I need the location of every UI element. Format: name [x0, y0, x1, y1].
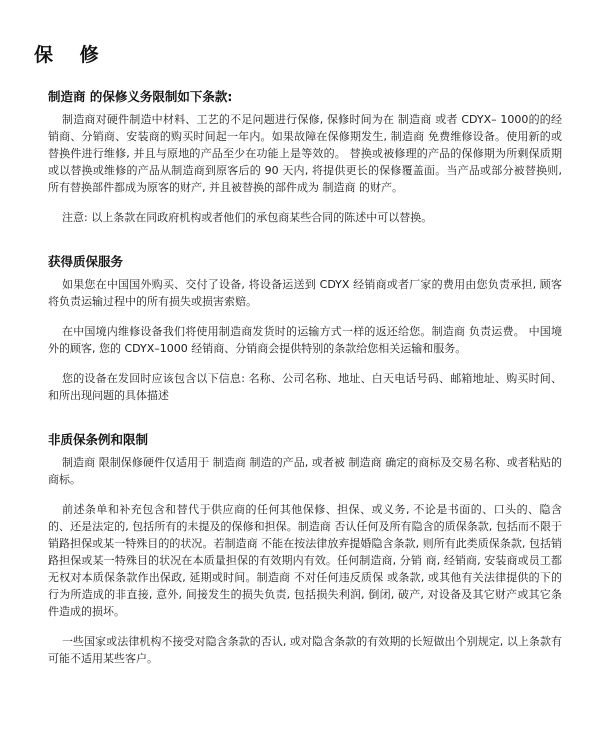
paragraph: 一些国家或法律机构不接受对隐含条款的否认, 或对隐含条款的有效期的长短做出个别规定, 以上条款有可能不适用某些客户。 — [48, 635, 562, 665]
paragraph: 制造商对硬件制造中材料、工艺的不足问题进行保修, 保修时间为在 制造商 或者 CDYX– 1000的的经销商、分销商、安装商的购买时间起一年内。如果故障在保修期发生, 制造商 免费维修设备。使用新的或替换件进行维修, 并且与原地的产品至少在功能上是等效的。 替换或被修理的产品的保修期为所剩保质期或以替换或维修的产品从制造商到原客后的 90 天内, 将提供更长的保修覆盖面。当产品或部分被替换则, 所有替换部件都成为原客的财产, 并且被替换的部件成为 制造商 的财产。 — [48, 113, 562, 194]
paragraph: 如果您在中国国外购买、交付了设备, 将设备运送到 CDYX 经销商或者厂家的费用由您负责承担, 顾客将负责运输过程中的所有损失或损害索赔。 — [48, 278, 562, 308]
paragraph: 制造商 限制保修硬件仅适用于 制造商 制造的产品, 或者被 制造商 确定的商标及交易名称、或者粘贴的商标。 — [48, 456, 562, 486]
section-obtaining-warranty-service — [34, 252, 566, 404]
section-non-warranty-terms — [34, 430, 566, 667]
paragraph-note: 注意: 以上条款在同政府机构或者他们的承包商某些合同的陈述中可以替换。 — [62, 211, 433, 224]
section-manufacturer-obligations — [34, 87, 566, 226]
section-heading-obtaining-warranty-service: 获得质保服务 — [48, 254, 124, 269]
section-heading-non-warranty-terms: 非质保条例和限制 — [48, 432, 149, 447]
page-title: 保 修 — [34, 44, 109, 66]
paragraph: 在中国境内维修设备我们将使用制造商发货时的运输方式一样的返还给您。制造商 负责运费。 中国境外的顾客, 您的 CDYX–1000 经销商、分销商会提供特别的条款给您相关运输和服务。 — [48, 325, 562, 355]
paragraph: 前述条单和补充包含和替代于供应商的任何其他保修、担保、或义务, 不论是书面的、口头的、隐含的、还是法定的, 包括所有的未提及的保修和担保。制造商 否认任何及所有隐含的质保条款, 包括而不限于销路担保或某一特殊目的的状况。若制造商 不能在按法律放弃提婚隐含条款, 则所有此类质保条款, 包括销路担保或某一特殊目的状况在本质量担保的有效期内有效。任何制造商, 分销 商, 经销商, 安装商或员工都无权对本质保条款作出保政, 延期或时间。制造商 不对任何违反质保 或条款, 或其他有关法律提供的下的行为所造成的非直接, 意外, 间接发生的损失负责, 包括损失利润, 倒闭, 破产, 对设备及其它财产或其它条件造成的损坏。 — [48, 503, 562, 618]
paragraph: 您的设备在发回时应该包含以下信息: 名称、公司名称、地址、白天电话号码、邮箱地址、购买时间、和所出现问题的具体描述 — [48, 372, 562, 402]
section-heading-manufacturer-obligations: 制造商 的保修义务限制如下条款: — [48, 89, 233, 104]
